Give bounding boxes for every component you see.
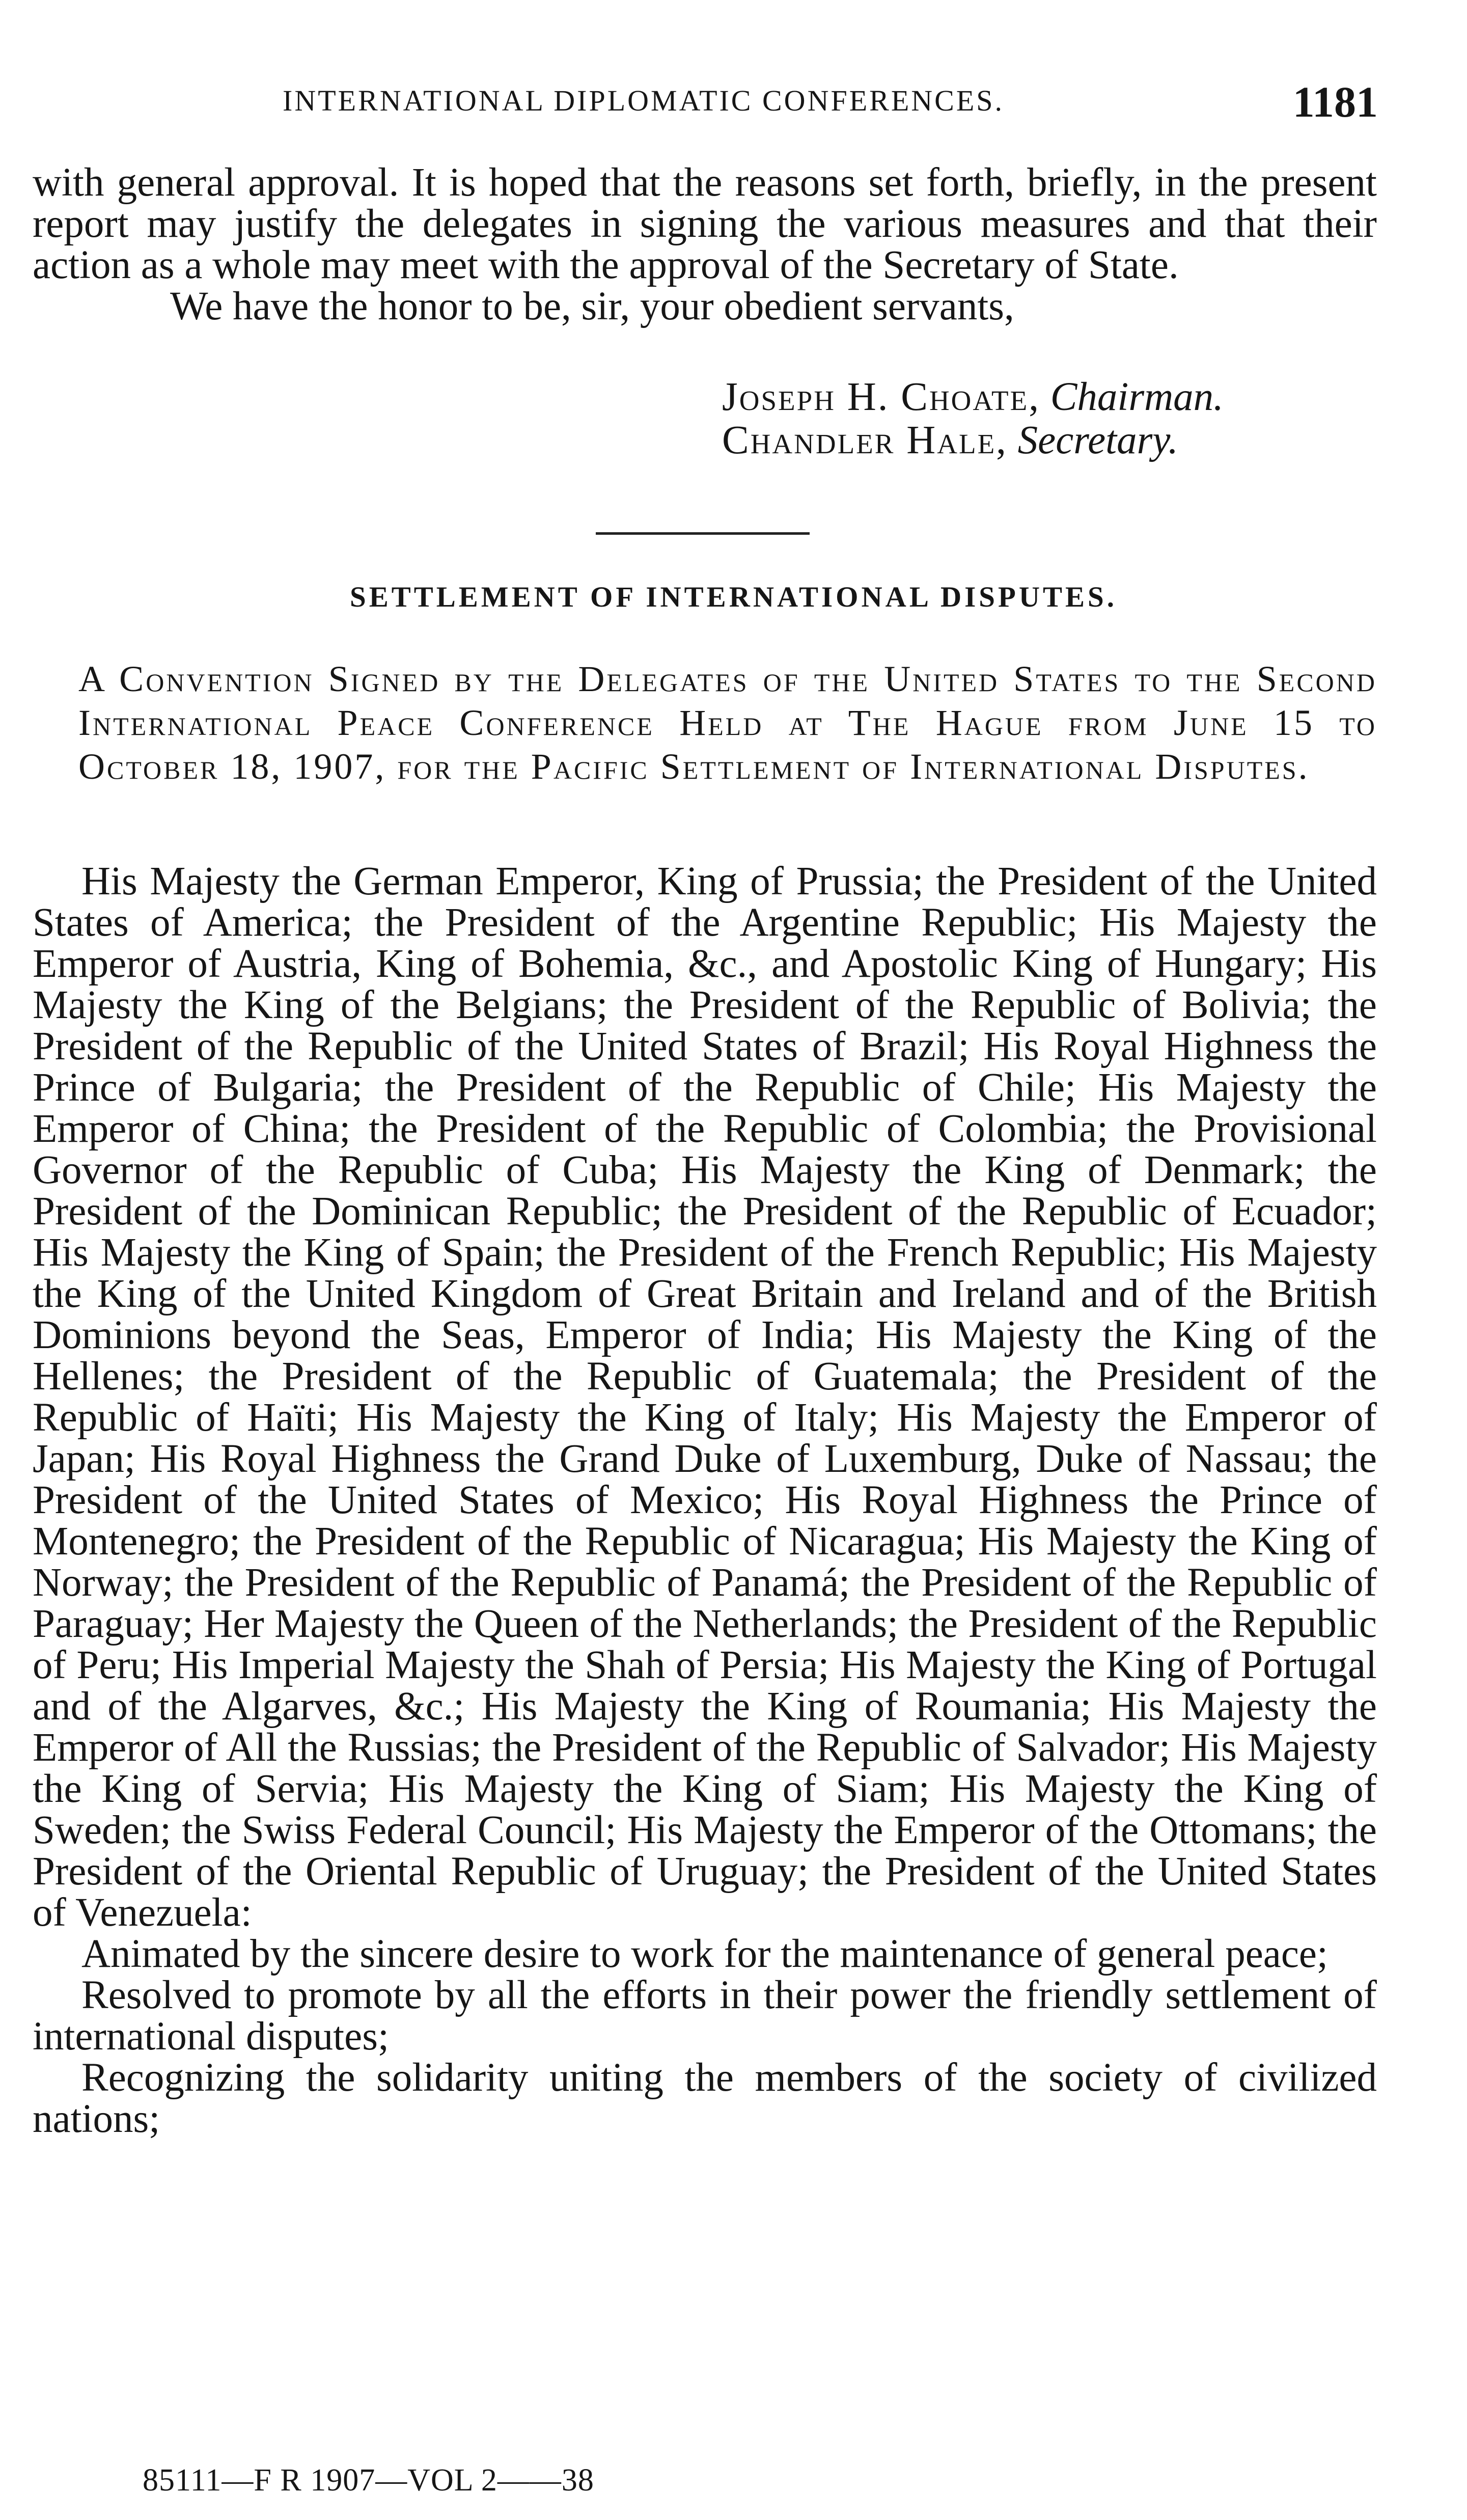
- preamble-paragraph: Recognizing the solidarity uniting the members of the society of civilized nations;: [33, 2056, 1377, 2141]
- lead-block: [33, 162, 1377, 327]
- signature-secretary: [722, 418, 1178, 463]
- running-title: INTERNATIONAL DIPLOMATIC CONFERENCES.: [283, 84, 1005, 117]
- preamble-paragraph: Resolved to promote by all the efforts in their power the friendly settlement of international disputes;: [33, 1973, 1377, 2059]
- signatory-name: Joseph H. Choate,: [722, 375, 1040, 419]
- convention-heading: A Convention Signed by the Delegates of the United States to the Second International Peace Conference Held at The Hague from June 15 to October 18, 1907, for the Pacific Settlement of International Disputes.: [78, 659, 1377, 787]
- preamble-paragraph: His Majesty the German Emperor, King of Prussia; the President of the United States of America; the President of the Argentine Republic; His Majesty the Emperor of Austria, King of Bohemia, &c., and Apostolic King of Hungary; His Majesty the King of the Belgians; the President of the Republic of Bolivia; the President of the Republic of the United States of Brazil; His Royal Highness the Prince of Bulgaria; the President of the Republic of Chile; His Majesty the Emperor of China; the President of the Republic of Colombia; the Provisional Governor of the Republic of Cuba; His Majesty the King of Denmark; the President of the Dominican Republic; the President of the Republic of Ecuador; His Majesty the King of Spain; the President of the French Republic; His Majesty the King of the United Kingdom of Great Britain and Ireland and of the British Dominions beyond the Seas, Emperor of India; His Majesty the King of the Hellenes; the President of the Republic of Guatemala; the President of the Republic of Haïti; His Majesty the King of Italy; His Majesty the Emperor of Japan; His Royal Highness the Grand Duke of Luxemburg, Duke of Nassau; the President of the United States of Mexico; His Royal Highness the Prince of Montenegro; the President of the Republic of Nicaragua; His Majesty the King of Norway; the President of the Republic of Panamá; the President of the Republic of Paraguay; Her Majesty the Queen of the Netherlands; the President of the Republic of Peru; His Imperial Majesty the Shah of Persia; His Majesty the King of Portugal and of the Algarves, &c.; His Majesty the King of Roumania; His Majesty the Emperor of All the Russias; the President of the Republic of Salvador; His Majesty the King of Servia; His Majesty the King of Siam; His Majesty the King of Sweden; the Swiss Federal Council; His Majesty the Emperor of the Ottomans; the President of the Oriental Republic of Uruguay; the President of the United States of Venezuela:: [33, 859, 1377, 1935]
- preamble-paragraph: Animated by the sincere desire to work for the maintenance of general peace;: [81, 1932, 1328, 1976]
- running-header: [0, 76, 1467, 127]
- signatory-role: Chairman.: [1050, 375, 1224, 419]
- signatory-role: Secretary.: [1017, 418, 1178, 462]
- section-title: SETTLEMENT OF INTERNATIONAL DISPUTES.: [350, 581, 1117, 613]
- convention-preamble: [33, 861, 1377, 2140]
- lead-paragraph: with general approval. It is hoped that the reasons set forth, briefly, in the present report may justify the delegates in signing the various measures and that their action as a whole may meet with the approval of the Secretary of State.: [33, 160, 1377, 287]
- page-number: 1181: [1292, 77, 1378, 126]
- signatory-name: Chandler Hale,: [722, 418, 1008, 462]
- printer-signature-line: 85111—F R 1907—VOL 2——38: [143, 2463, 594, 2498]
- closing-line: We have the honor to be, sir, your obedient servants,: [170, 284, 1014, 328]
- section-divider: [596, 532, 810, 535]
- signature-chairman: [722, 374, 1224, 420]
